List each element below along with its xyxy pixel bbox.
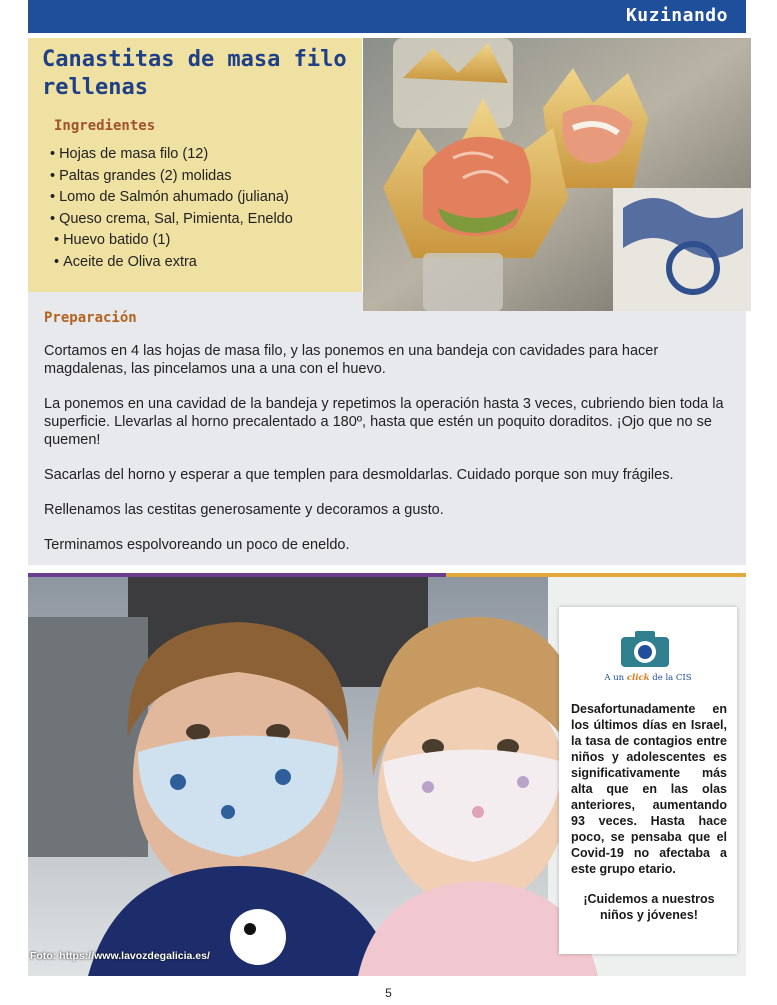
ingredients-box — [28, 38, 362, 292]
list-item: • Hojas de masa filo (12) — [50, 146, 209, 162]
food-photo — [363, 38, 751, 311]
preparation-step: Sacarlas del horno y esperar a que templen para desmoldarlas. Cuidado porque son muy frágiles. — [44, 467, 674, 483]
cis-info-card — [559, 607, 737, 954]
list-item: • Lomo de Salmón ahumado (juliana) — [50, 189, 289, 205]
list-item: • Huevo batido (1) — [54, 232, 171, 248]
list-item: • Aceite de Oliva extra — [54, 253, 197, 270]
ingredients-list — [50, 144, 293, 273]
preparation-text — [44, 342, 744, 571]
section-title: Kuzinando — [625, 5, 728, 26]
preparation-step: Terminamos espolvoreando un poco de eneldo. — [44, 537, 350, 553]
cis-tagline: A un click de la CIS — [604, 673, 692, 683]
photo-credit: Foto: https://www.lavozdegalicia.es/ — [30, 950, 210, 962]
cis-body-text: Desafortunadamente en los últimos días en Israel, la tasa de contagios entre niños y adolescentes es significativamente más alta que en las olas anteriores, aumentando 93 veces. Hasta hace poco, se pensaba que el Covid-19 no afectaba a este grupo etario. — [571, 702, 727, 876]
preparation-step: Rellenamos las cestitas generosamente y decoramos a gusto. — [44, 502, 444, 518]
preparation-step: La ponemos en una cavidad de la bandeja y repetimos la operación hasta 3 veces, cubriendo bien toda la superficie. Llevarlas al horno precalentado a 180º, hasta que estén un poquito doraditos. ¡Ojo que no se quemen! — [44, 396, 724, 448]
preparation-step: Cortamos en 4 las hojas de masa filo, y las ponemos en una bandeja con cavidades para hacer magdalenas, las pincelamos una a una con el huevo. — [44, 343, 659, 377]
camera-logo-icon — [619, 629, 671, 669]
ingredients-heading: Ingredientes — [54, 118, 156, 134]
filo-baskets-illustration — [363, 38, 751, 311]
cis-call-to-action: ¡Cuidemos a nuestros niños y jóvenes! — [583, 892, 715, 922]
list-item: • Paltas grandes (2) molidas — [50, 167, 232, 184]
recipe-title: Canastitas de masa filo rellenas — [42, 47, 347, 100]
page-number: 5 — [385, 986, 392, 1000]
preparation-heading: Preparación — [44, 310, 137, 326]
section-header-bar — [28, 0, 746, 33]
list-item: • Queso crema, Sal, Pimienta, Eneldo — [50, 210, 293, 227]
